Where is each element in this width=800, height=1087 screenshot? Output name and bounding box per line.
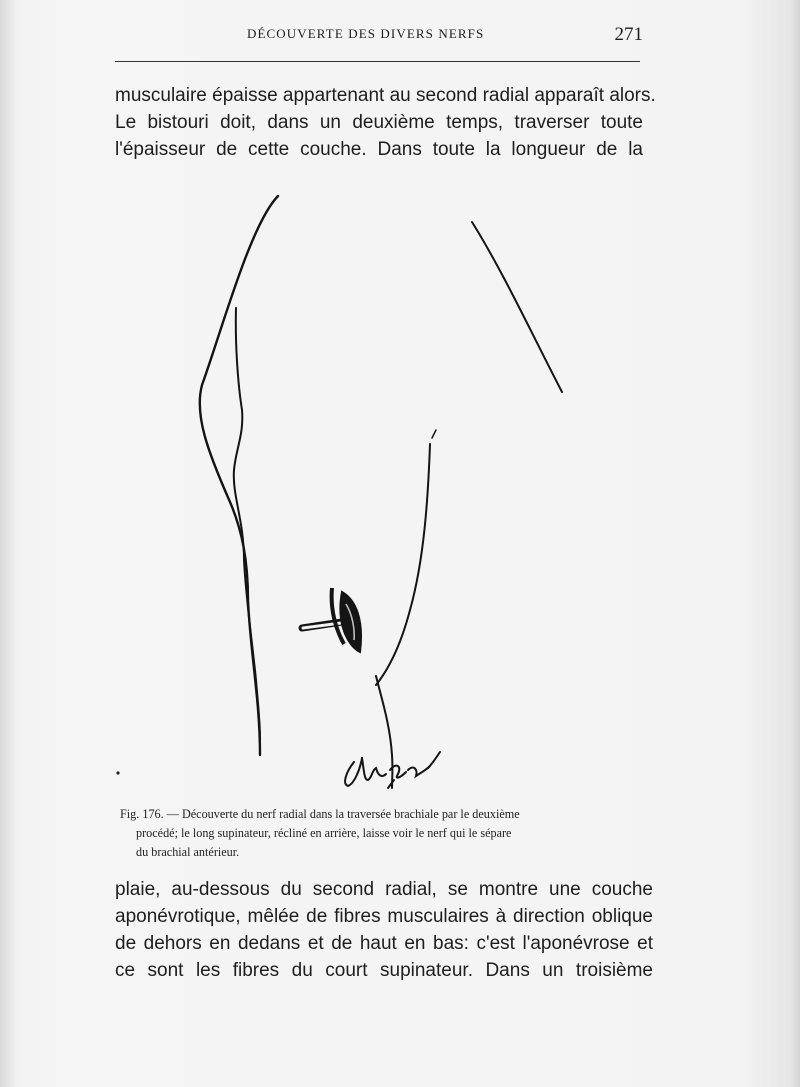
running-head-title: DÉCOUVERTE DES DIVERS NERFS — [247, 26, 485, 41]
header-rule — [115, 61, 640, 62]
text-line: plaie, au-dessous du second radial, se montre une couche — [115, 879, 653, 900]
retractor-icon — [302, 588, 344, 644]
text-line: musculaire épaisse appartenant au second radial apparaît alors. — [115, 85, 656, 106]
arm-drawing — [110, 180, 650, 800]
text-line: de dehors en dedans et de haut en bas: c'est l'aponévrose et — [115, 933, 653, 954]
arm-right-contour — [472, 222, 562, 392]
caption-line: procédé; le long supinateur, récliné en arrière, laisse voir le nerf qui le sépare — [136, 826, 512, 840]
figure-caption — [120, 805, 650, 862]
caption-line: du brachial antérieur. — [136, 845, 240, 859]
brachial-contour — [376, 444, 430, 685]
text-line: Le bistouri doit, dans un deuxième temps, traverser toute — [115, 112, 643, 133]
body-paragraph-bottom — [115, 876, 653, 984]
text-line: aponévrotique, mêlée de fibres musculaires à direction oblique — [115, 906, 653, 927]
body-paragraph-top — [115, 82, 656, 163]
brachial-lower-contour — [376, 676, 392, 788]
arm-outer-contour — [200, 196, 278, 755]
figure-176-illustration — [110, 180, 650, 800]
text-line: ce sont les fibres du court supinateur. Dans un troisième — [115, 960, 653, 981]
stray-dot — [116, 771, 119, 774]
page-number: 271 — [614, 24, 643, 45]
text-line: l'épaisseur de cette couche. Dans toute la longueur de la — [115, 139, 643, 160]
caption-line: Fig. 176. — Découverte du nerf radial dans la traversée brachiale par le deuxième — [120, 807, 520, 821]
running-head — [115, 26, 643, 52]
